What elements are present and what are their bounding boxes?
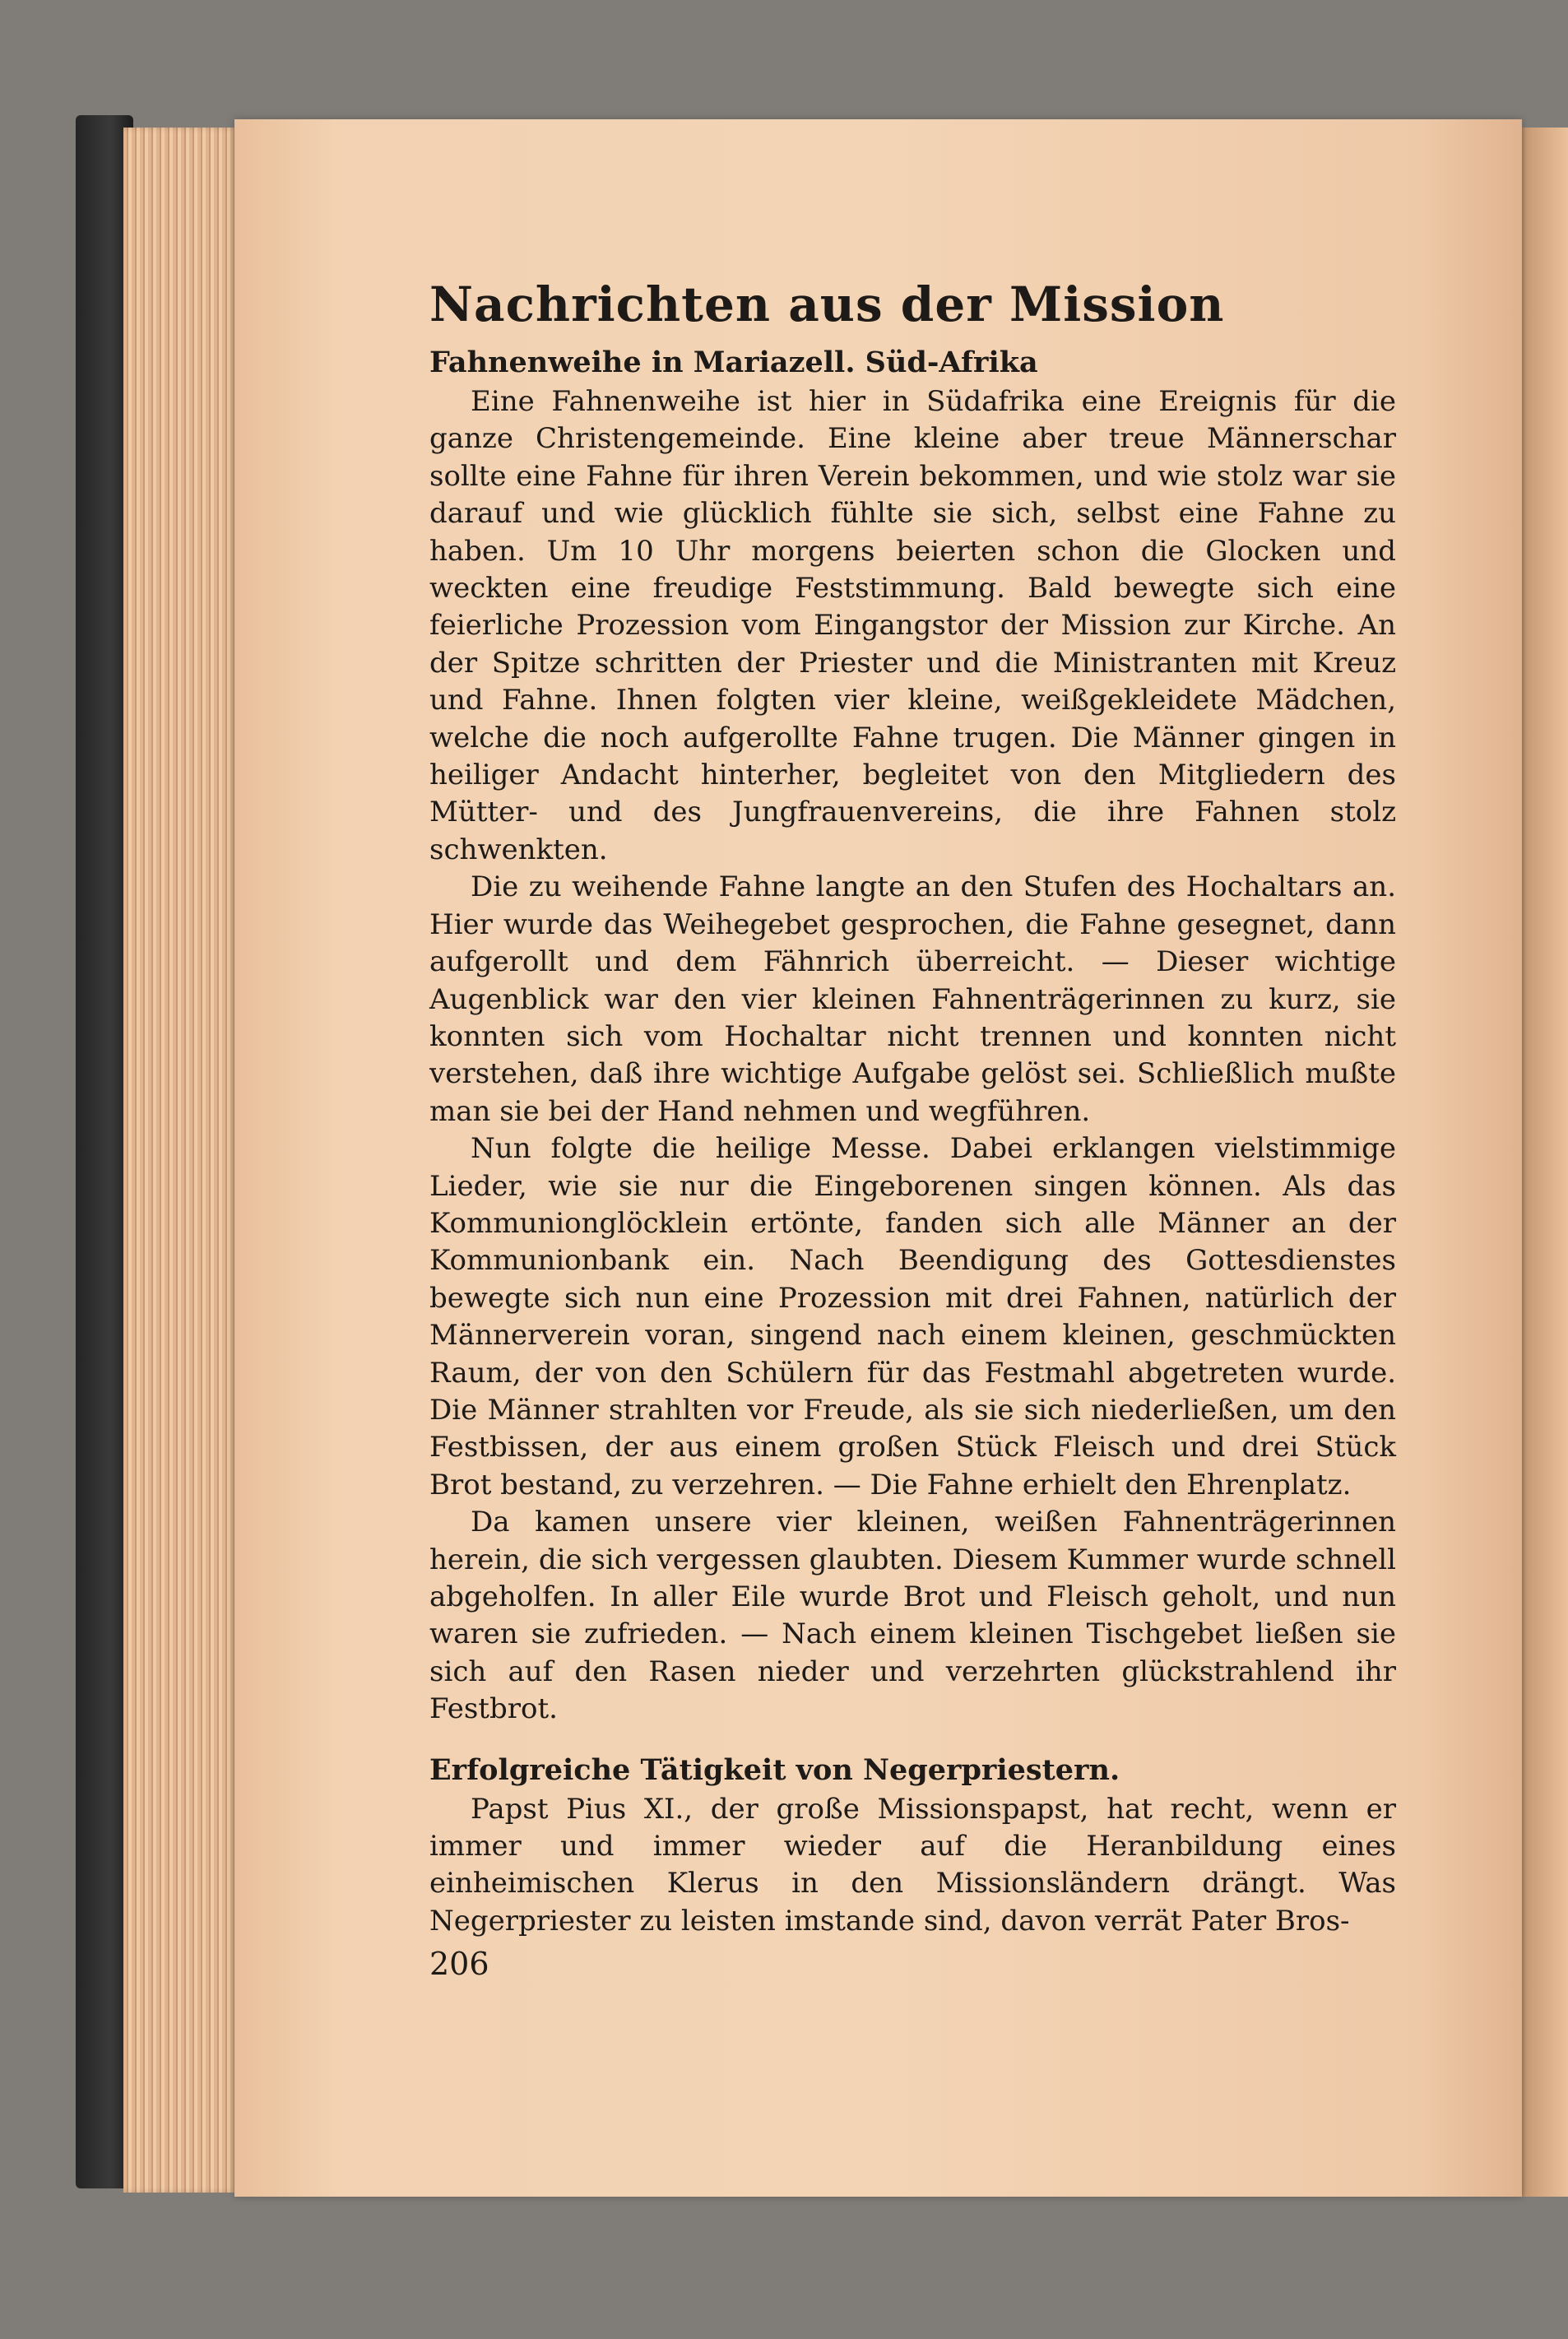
section-heading: Fahnenweihe in Mariazell. Süd-Afrika <box>429 346 1038 379</box>
paragraph: Die zu weihende Fahne langte an den Stufen des Hochaltars an. Hier wurde das Weihegebet gesprochen, die Fahne gesegnet, dann aufgerollt und dem Fähnrich überreicht. — Dieser wichtige Augenblick war den vier kleinen Fahnenträgerinnen zu kurz, sie konnten sich vom Hochaltar nicht trennen und konnten nicht verstehen, daß ihre wichtige Aufgabe gelöst sei. Schließlich mußte man sie bei der Hand nehmen und wegführen. <box>429 870 1396 1128</box>
page-stack-edges <box>123 128 239 2193</box>
section-heading: Erfolgreiche Tätigkeit von Negerpriestern. <box>429 1752 1120 1787</box>
page-title: Nachrichten aus der Mission <box>429 276 1225 332</box>
paragraph: Da kamen unsere vier kleinen, weißen Fahnenträgerinnen herein, die sich vergessen glaubten. Diesem Kummer wurde schnell abgeholfen. In aller Eile wurde Brot und Fleisch geholt, und nun waren sie zufrieden. — Nach einem kleinen Tischgebet ließen sie sich auf den Rasen nieder und verzehrten glückstrahlend ihr Festbrot. <box>429 1506 1396 1726</box>
paragraph: Papst Pius XI., der große Missionspapst, hat recht, wenn er immer und immer wieder auf die Heranbildung eines einheimischen Klerus in den Missionsländern drängt. Was Negerpriester zu leisten imstande sind, davon verrät Pater Bros- <box>429 1792 1396 1938</box>
page-number: 206 <box>429 1946 489 1983</box>
article-negerpriester <box>429 1750 1396 1941</box>
paragraph: Eine Fahnenweihe ist hier in Südafrika eine Ereignis für die ganze Christengemeinde. Eine kleine aber treue Männerschar sollte eine Fahne für ihren Verein bekommen, und wie stolz war sie darauf und wie glücklich fühlte sie sich, selbst eine Fahne zu haben. Um 10 Uhr morgens beierten schon die Glocken und weckten eine freudige Feststimmung. Bald bewegte sich eine feierliche Prozession vom Eingangstor der Mission zur Kirche. An der Spitze schritten der Priester und die Ministranten mit Kreuz und Fahne. Ihnen folgten vier kleine, weißgekleidete Mädchen, welche die noch aufgerollte Fahne trugen. Die Männer gingen in heiliger Andacht hinterher, begleitet von den Mitgliedern des Mütter- und des Jungfrauenvereins, die ihre Fahnen stolz schwenkten. <box>429 385 1396 866</box>
article-fahnenweihe <box>429 342 1396 1729</box>
paragraph: Nun folgte die heilige Messe. Dabei erklangen vielstimmige Lieder, wie sie nur die Eingeborenen singen können. Als das Kommunionglöcklein ertönte, fanden sich alle Männer an der Kommunionbank ein. Nach Beendigung des Gottesdienstes bewegte sich nun eine Prozession mit drei Fahnen, natürlich der Männerverein voran, singend nach einem kleinen, geschmückten Raum, der von den Schülern für das Festmahl abgetreten wurde. Die Männer strahlten vor Freude, als sie sich niederließen, um den Festbissen, der aus einem großen Stück Fleisch und drei Stück Brot bestand, zu verzehren. — Die Fahne erhielt den Ehrenplatz. <box>429 1132 1396 1501</box>
page-content <box>429 271 1396 1984</box>
